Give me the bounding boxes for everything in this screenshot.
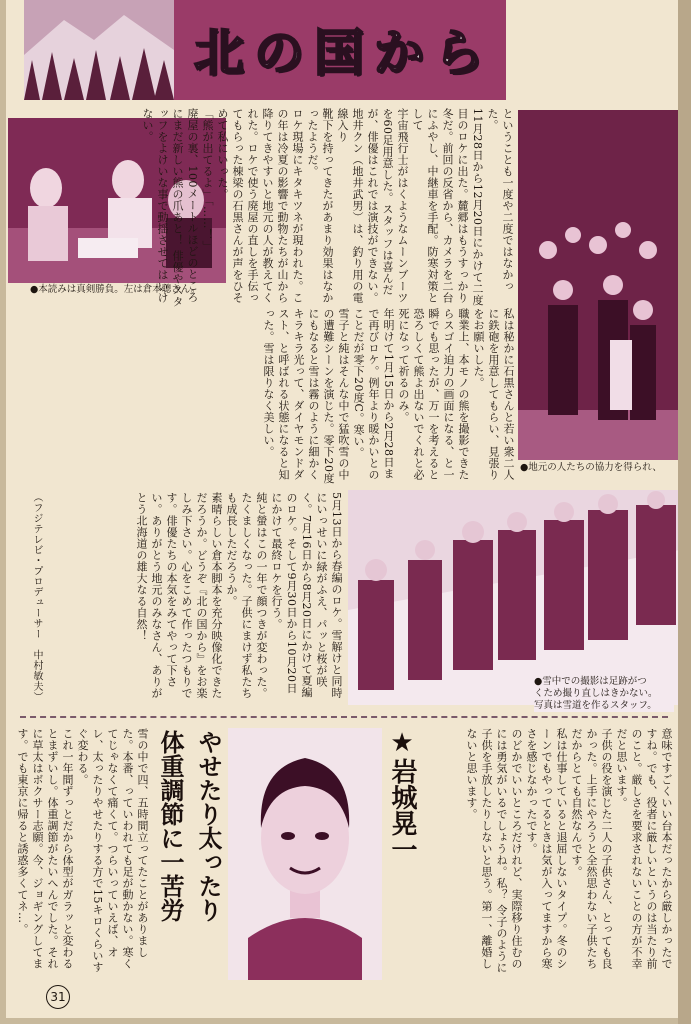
photo-snow-shooting bbox=[348, 490, 680, 705]
interview-paragraph: 意味ですごくいい台本だったから厳しかったですね。でも、役者に厳しいというのは当たり前のこと。厳しさを要求されないことの方が不幸だと思います。 bbox=[615, 728, 673, 970]
article-paragraph: 11月28日から12月20日にかけて二度目のロケに出た。麓郷はもうすっかり冬だ。前回の反省から、カメラを二台にふやし、中継車を手配。防寒対策として bbox=[411, 108, 484, 306]
title-band bbox=[24, 0, 506, 100]
article-paragraph: 雪子と純はそんな中で猛吹雪の中の遭難シーンを演じた。零下20度にもなると雪は霧のように細かくキラキラ光って、ダイヤモンドダスト、と呼ばれる状態になると知った。雪は限りなく美しい。 bbox=[262, 308, 350, 484]
article-paragraph: 廃屋の裏、100メートルほどのところにまだ新しい熊の爪あと！ 俳優やスタッフをよけいな事で動揺させてはいけない。 bbox=[141, 108, 199, 308]
interview-paragraph: 子供の役を演じた二人の子供さん、とっても良かった。上手にやろうと全然思わない子供たちだからとても自然なんです。 bbox=[570, 728, 613, 970]
caption-locals: ●地元の人たちの協力を得られ、 bbox=[520, 462, 662, 473]
interview-heading-line-1: やせたり太ったり bbox=[194, 730, 222, 922]
article-paragraph: 年明けて1月15日から2月28日まで再びロケ。例年より暖かいとのことだが零下20度C。寒い。 bbox=[352, 308, 395, 481]
article-columns-top bbox=[141, 108, 515, 308]
article-paragraph: 5月13日から春編のロケ。雪解けと同時にいっせいに緑がふえ、パッと桜が咲く。7月16日から8月20日にかけて夏編のロケ。そして9月30日から10月20日にかけて最終ロケを行う。 bbox=[270, 492, 343, 699]
photo-portrait bbox=[228, 728, 382, 980]
caption-snow-2: くため撮り直しはきかない。 bbox=[534, 688, 674, 700]
interview-paragraph: これ一年間ずっとだから体型がガラッと変わるとまずいし。体重調節がたいへんでした。それに草太はボクサー志願。今、ジョギングしてます。でも東京に帰ると誘惑多くてネ…。 bbox=[16, 728, 74, 970]
article-paragraph: 職業上、本モノの熊を撮影できたらスゴイ迫力の画面になる、と一瞬でも思ったが、万一を考えると恐ろしくて熊よ出ないでくれと必死になって祈るのみ。 bbox=[397, 308, 470, 481]
article-columns-middle bbox=[66, 308, 516, 486]
interviewee-name: ★岩城晃一 bbox=[387, 728, 417, 862]
caption-snow-1: ●雪中での撮影は足跡がつ bbox=[534, 676, 674, 688]
interview-columns-left bbox=[16, 728, 150, 978]
article-paragraph: ロケ現場にキタキツネが現われた。この年は冷夏の影響で動物たちが山から降りてきやすいと地元の人が教えてくれた。ロケで使う廃屋の直しを手伝ってもらった棟梁の石黒さんが声をひそめて私にいった。 bbox=[216, 108, 304, 304]
interview-paragraph: のどかでいいところだけれど、実際移り住むのには勇気がいるでしょうね。私？ 令子のように子供を手放したりしないと思う。第一、離婚しないと思います。 bbox=[465, 728, 523, 974]
article-paragraph: 靴下を持ってきたがあまり効果はなかったようだ。 bbox=[306, 108, 334, 304]
magazine-page bbox=[6, 0, 678, 1018]
interview-heading-second bbox=[152, 730, 188, 980]
interview-paragraph: 雪の中で四、五時間立ってたことがありました。本番、っていわれても足が動かない。寒くてじゃなくて痛くて。つらいっていえば、オレ、太ったりやせたりする方で15キロくらいすぐ変わる。 bbox=[76, 728, 149, 973]
section-divider bbox=[20, 716, 668, 718]
article-paragraph: 「熊が出てるよ」「……！」 bbox=[201, 108, 214, 252]
photo-locals bbox=[518, 110, 678, 460]
article-signature: （フジテレビ・プロデューサー 中村敏夫） bbox=[31, 492, 42, 702]
article-paragraph: 素晴らしい倉本脚本を充分映像化できただろうか。どうぞ『北の国から』をお楽しみ下さい。心をこめて作ったつもりです。俳優たちの本気をみてやって下さい。ありがとう地元のみなさん、ありがとう北海道の雄大なる自然！ bbox=[135, 492, 223, 699]
interview-heading-line-2: 体重調節に一苦労 bbox=[156, 730, 184, 922]
interview-heading bbox=[186, 730, 226, 980]
article-paragraph: 純と螢はこの一年で顔つきが変わった。たくましくなった。子供にまけず私たちも成長しただろうか。 bbox=[225, 492, 268, 699]
caption-script-reading: ●本読みは真剣勝負。左は倉本聰さん。 bbox=[30, 284, 201, 295]
caption-snow-3: 写真は雪道を作るスタッフ。 bbox=[534, 700, 674, 712]
interview-columns-right bbox=[422, 728, 674, 978]
article-paragraph: 宇宙飛行士がはくようなムーンブーツを60足用意した。スタッフは喜んだが、俳優はこれでは演技ができない。地井クン（地井武男）は、釣り用の電線入り bbox=[336, 108, 409, 304]
page-title: 北の国から bbox=[194, 24, 494, 82]
article-columns-bottom bbox=[50, 492, 344, 704]
snowy-forest-image bbox=[24, 0, 174, 100]
interview-paragraph: 私は仕事していると退屈しないタイプ。冬のシーンでもやってるときは気が入ってますから寒さを感じなかったです。 bbox=[525, 728, 568, 970]
page-number: 31 bbox=[46, 985, 70, 1009]
binding-edge bbox=[678, 0, 691, 1024]
article-paragraph: 私は秘かに石黒さんと若い衆二人に鉄砲を用意してもらい、見張りをお願いした。 bbox=[472, 308, 515, 481]
article-paragraph: ということも一度や二度ではなかった。 bbox=[486, 108, 514, 292]
